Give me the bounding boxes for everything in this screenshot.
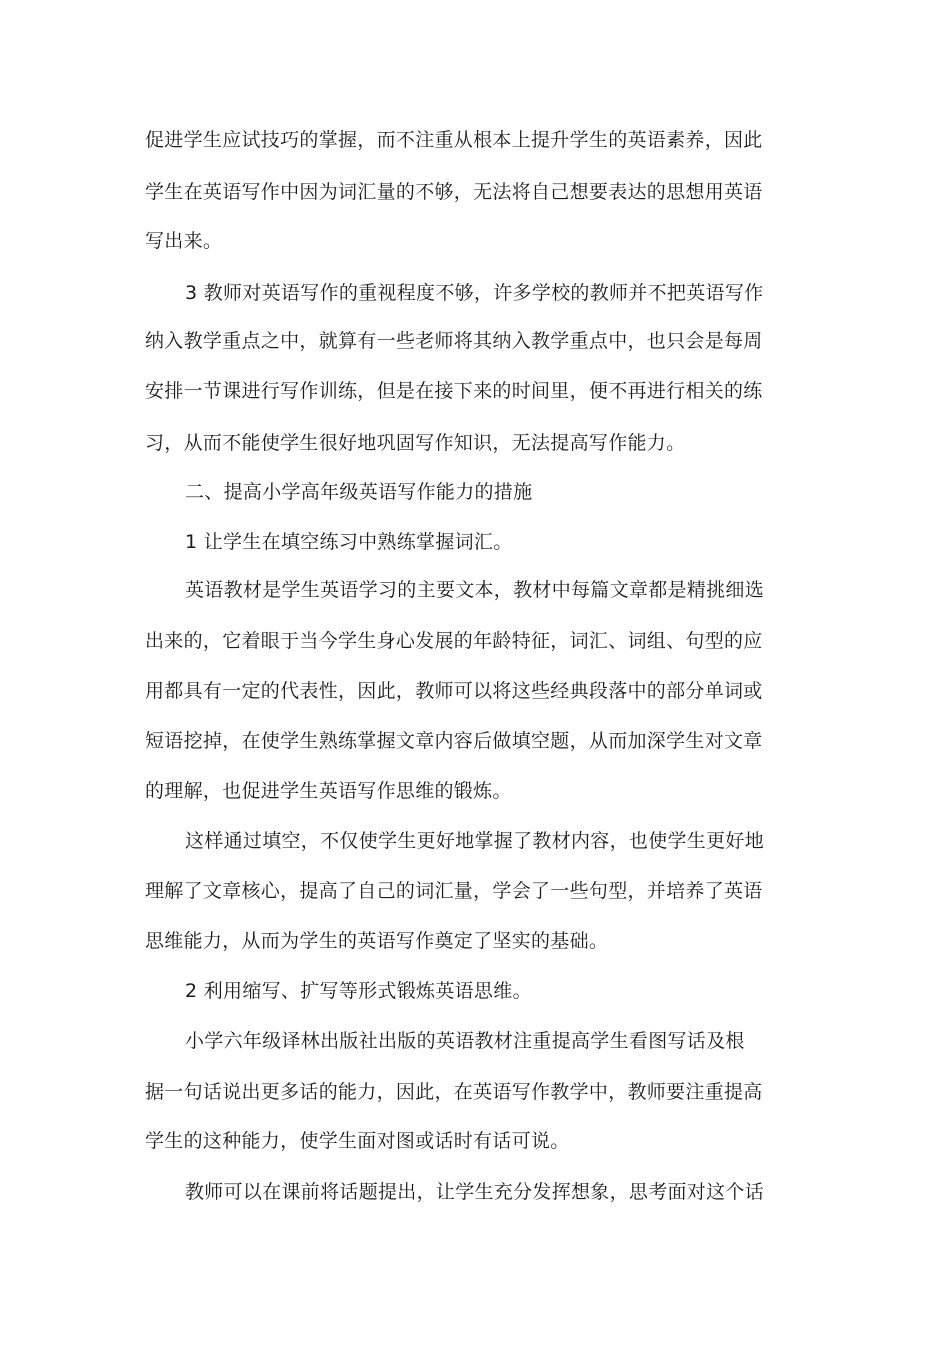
- text-line: 出来的，它着眼于当今学生身心发展的年龄特征，词汇、词组、句型的应: [145, 630, 763, 652]
- text-line: 短语挖掉，在使学生熟练掌握文章内容后做填空题，从而加深学生对文章: [145, 730, 763, 752]
- text-line: 英语教材是学生英语学习的主要文本，教材中每篇文章都是精挑细选: [185, 579, 765, 601]
- text-line: 学生在英语写作中因为词汇量的不够，无法将自己想要表达的思想用英语: [145, 181, 763, 203]
- text-line: 学生的这种能力，使学生面对图或话时有话可说。: [145, 1130, 570, 1152]
- text-line: 安排一节课进行写作训练，但是在接下来的时间里，便不再进行相关的练: [145, 380, 763, 402]
- text-line: 纳入教学重点之中，就算有一些老师将其纳入教学重点中，也只会是每周: [145, 330, 763, 352]
- text-line: 小学六年级译林出版社出版的英语教材注重提高学生看图写话及根: [185, 1030, 745, 1052]
- text-line: 用都具有一定的代表性，因此，教师可以将这些经典段落中的部分单词或: [145, 680, 763, 702]
- text-line: 的理解，也促进学生英语写作思维的锻炼。: [145, 780, 512, 802]
- text-line: 思维能力，从而为学生的英语写作奠定了坚实的基础。: [145, 930, 609, 952]
- text-line: 据一句话说出更多话的能力，因此，在英语写作教学中，教师要注重提高: [145, 1081, 763, 1103]
- text-line: 理解了文章核心，提高了自己的词汇量，学会了一些句型，并培养了英语: [145, 880, 763, 902]
- section-heading: 二、提高小学高年级英语写作能力的措施: [185, 481, 533, 503]
- text-line: 这样通过填空，不仅使学生更好地掌握了教材内容，也使学生更好地: [185, 830, 765, 852]
- paragraph-heading: 3 教师对英语写作的重视程度不够，许多学校的教师并不把英语写作: [185, 282, 764, 304]
- subsection-heading: 1 让学生在填空练习中熟练掌握词汇。: [185, 531, 513, 553]
- subsection-heading: 2 利用缩写、扩写等形式锻炼英语思维。: [185, 980, 532, 1002]
- text-line: 习，从而不能使学生很好地巩固写作知识，无法提高写作能力。: [145, 432, 686, 454]
- text-line: 写出来。: [145, 230, 223, 252]
- text-line: 促进学生应试技巧的掌握，而不注重从根本上提升学生的英语素养，因此: [145, 129, 763, 151]
- text-line: 教师可以在课前将话题提出，让学生充分发挥想象，思考面对这个话: [185, 1181, 765, 1203]
